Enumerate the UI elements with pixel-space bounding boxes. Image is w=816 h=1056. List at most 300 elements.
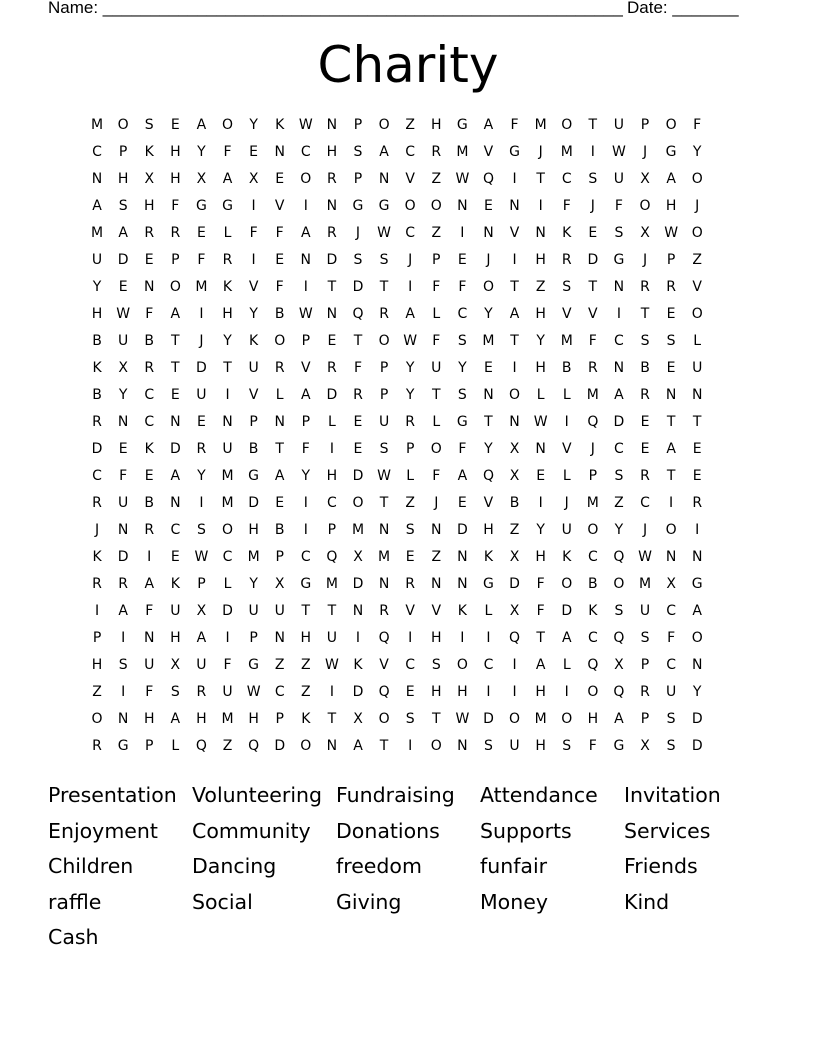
grid-letter: M xyxy=(560,144,573,160)
grid-letter: S xyxy=(562,279,572,295)
grid-letter: O xyxy=(691,225,703,241)
grid-letter: N xyxy=(143,630,155,646)
grid-letter: O xyxy=(456,657,468,673)
grid-letter: J xyxy=(94,522,100,538)
grid-letter: X xyxy=(248,171,259,187)
grid-letter: V xyxy=(588,306,598,322)
grid-letter: E xyxy=(353,441,363,457)
grid-letter: S xyxy=(144,117,154,133)
grid-letter: V xyxy=(405,171,415,187)
grid-letter: C xyxy=(92,144,102,160)
grid-letter: N xyxy=(378,522,390,538)
grid-letter: O xyxy=(352,495,364,511)
grid-letter: S xyxy=(118,657,128,673)
grid-letter: Q xyxy=(482,468,494,484)
grid-letter: Z xyxy=(274,657,285,673)
word-list-item: Volunteering xyxy=(192,783,323,807)
grid-row xyxy=(84,463,732,490)
grid-letter: F xyxy=(197,252,206,268)
grid-letter: U xyxy=(248,603,259,619)
grid-row xyxy=(84,517,732,544)
grid-letter: O xyxy=(378,711,390,727)
grid-letter: H xyxy=(248,711,259,727)
grid-letter: Y xyxy=(223,333,232,349)
grid-letter: W xyxy=(455,711,470,727)
grid-letter: R xyxy=(144,522,155,538)
grid-letter: R xyxy=(405,414,416,430)
grid-letter: T xyxy=(327,603,337,619)
grid-letter: A xyxy=(274,468,285,484)
grid-letter: D xyxy=(169,441,181,457)
grid-letter: H xyxy=(535,549,546,565)
grid-letter: O xyxy=(300,738,312,754)
grid-letter: X xyxy=(118,360,128,376)
grid-letter: G xyxy=(456,414,468,430)
grid-letter: O xyxy=(430,738,442,754)
grid-letter: F xyxy=(510,117,519,133)
grid-letter: E xyxy=(588,225,598,241)
grid-letter: K xyxy=(562,225,572,241)
page-title: Charity xyxy=(317,36,499,94)
grid-letter: I xyxy=(147,549,152,565)
grid-letter: L xyxy=(432,306,441,322)
grid-letter: F xyxy=(223,144,232,160)
grid-letter: V xyxy=(483,144,494,160)
grid-letter: K xyxy=(301,711,311,727)
grid-letter: O xyxy=(482,279,494,295)
grid-letter: Q xyxy=(613,684,625,700)
grid-letter: M xyxy=(560,333,573,349)
grid-letter: C xyxy=(405,225,416,241)
grid-row xyxy=(84,571,732,598)
grid-letter: K xyxy=(562,549,572,565)
grid-letter: O xyxy=(587,684,599,700)
grid-letter: S xyxy=(457,333,467,349)
grid-letter: Y xyxy=(92,279,102,295)
grid-letter: M xyxy=(586,387,599,403)
grid-letter: D xyxy=(561,603,573,619)
grid-letter: T xyxy=(431,711,441,727)
grid-letter: B xyxy=(144,333,155,349)
grid-letter: D xyxy=(248,495,259,511)
grid-letter: G xyxy=(509,144,520,160)
grid-letter: F xyxy=(275,279,284,295)
grid-letter: F xyxy=(145,603,154,619)
grid-letter: F xyxy=(119,468,128,484)
grid-letter: R xyxy=(92,738,102,754)
grid-letter: N xyxy=(378,171,390,187)
word-list-item: Donations xyxy=(336,818,440,843)
grid-letter: Y xyxy=(536,522,545,538)
grid-letter: L xyxy=(562,657,571,673)
grid-letter: I xyxy=(460,630,465,646)
word-list-item: funfair xyxy=(480,854,548,878)
grid-letter: L xyxy=(275,387,284,403)
grid-letter: X xyxy=(509,441,520,457)
grid-letter: T xyxy=(301,603,311,619)
grid-letter: R xyxy=(196,684,207,700)
grid-letter: X xyxy=(170,657,181,673)
grid-letter: S xyxy=(666,711,676,727)
word-list-item: Social xyxy=(192,889,253,914)
grid-letter: N xyxy=(457,549,468,565)
grid-letter: P xyxy=(353,117,363,133)
grid-letter: N xyxy=(509,414,520,430)
grid-letter: C xyxy=(222,549,233,565)
grid-letter: K xyxy=(170,576,180,592)
grid-letter: I xyxy=(355,630,361,646)
grid-letter: S xyxy=(196,522,206,538)
grid-letter: N xyxy=(117,711,129,727)
word-list-item: Children xyxy=(48,854,134,878)
grid-letter: E xyxy=(327,333,337,349)
grid-letter: V xyxy=(248,387,259,403)
grid-letter: S xyxy=(614,225,624,241)
grid-letter: K xyxy=(222,279,233,295)
grid-letter: G xyxy=(117,738,129,754)
grid-letter: E xyxy=(405,549,415,565)
grid-letter: A xyxy=(301,387,311,403)
grid-letter: X xyxy=(640,738,650,754)
word-list-item: Kind xyxy=(624,889,670,914)
grid-letter: Y xyxy=(484,306,493,322)
grid-letter: B xyxy=(509,495,520,511)
grid-letter: N xyxy=(326,306,338,322)
grid-letter: K xyxy=(457,603,467,619)
date-line: Date: _______ xyxy=(627,0,739,17)
grid-letter: K xyxy=(275,117,285,133)
grid-letter: M xyxy=(534,711,547,727)
grid-letter: N xyxy=(91,171,103,187)
grid-letter: V xyxy=(692,279,702,295)
grid-letter: O xyxy=(561,711,573,727)
grid-letter: Q xyxy=(352,306,364,322)
grid-letter: J xyxy=(408,252,413,268)
grid-letter: Z xyxy=(431,171,442,187)
grid-letter: G xyxy=(378,198,390,214)
grid-letter: Q xyxy=(378,684,390,700)
grid-row xyxy=(84,436,732,463)
grid-letter: L xyxy=(562,387,571,403)
grid-letter: E xyxy=(666,306,676,322)
grid-letter: A xyxy=(92,198,102,214)
grid-letter: D xyxy=(326,387,338,403)
grid-letter: M xyxy=(456,144,469,160)
grid-letter: Y xyxy=(249,576,258,592)
grid-letter: Y xyxy=(301,468,311,484)
grid-letter: P xyxy=(588,468,598,484)
grid-letter: A xyxy=(301,225,311,241)
grid-letter: J xyxy=(564,495,569,511)
grid-letter: H xyxy=(587,711,599,727)
grid-letter: R xyxy=(666,279,676,295)
grid-letter: N xyxy=(691,657,703,673)
grid-letter: U xyxy=(509,738,520,754)
grid-letter: A xyxy=(196,117,207,133)
grid-letter: C xyxy=(561,171,572,187)
grid-letter: N xyxy=(665,549,677,565)
grid-letter: Q xyxy=(195,738,207,754)
grid-letter: H xyxy=(535,360,546,376)
grid-letter: A xyxy=(144,576,155,592)
grid-row xyxy=(84,193,732,220)
grid-letter: N xyxy=(274,144,285,160)
grid-letter: M xyxy=(247,549,260,565)
grid-letter: X xyxy=(353,549,363,565)
grid-letter: R xyxy=(144,225,155,241)
grid-letter: Y xyxy=(692,144,702,160)
grid-letter: T xyxy=(510,279,519,295)
grid-letter: S xyxy=(379,441,389,457)
grid-letter: G xyxy=(613,252,625,268)
grid-letter: D xyxy=(91,441,103,457)
grid-letter: I xyxy=(512,360,517,376)
grid-letter: M xyxy=(221,711,234,727)
grid-letter: J xyxy=(355,225,361,241)
grid-letter: A xyxy=(509,306,520,322)
grid-letter: R xyxy=(640,279,650,295)
grid-letter: L xyxy=(223,225,232,241)
grid-letter: C xyxy=(144,387,155,403)
grid-letter: D xyxy=(117,252,129,268)
grid-letter: S xyxy=(614,468,624,484)
grid-letter: F xyxy=(353,360,363,376)
grid-letter: O xyxy=(509,711,521,727)
grid-letter: O xyxy=(639,198,651,214)
grid-letter: I xyxy=(564,684,569,700)
word-list-item: raffle xyxy=(48,889,102,914)
grid-letter: H xyxy=(665,198,677,214)
grid-letter: E xyxy=(640,441,650,457)
grid-letter: G xyxy=(352,198,364,214)
grid-letter: A xyxy=(353,738,363,754)
grid-letter: K xyxy=(353,657,363,673)
grid-letter: I xyxy=(616,306,621,322)
grid-letter: E xyxy=(144,252,154,268)
grid-letter: N xyxy=(117,522,129,538)
grid-letter: H xyxy=(483,522,494,538)
grid-letter: R xyxy=(327,225,337,241)
grid-letter: E xyxy=(249,144,259,160)
word-list-item: Giving xyxy=(336,889,402,914)
grid-letter: Z xyxy=(222,738,233,754)
grid-letter: O xyxy=(665,522,677,538)
word-list-item: Services xyxy=(624,818,711,843)
grid-letter: B xyxy=(640,360,650,376)
grid-letter: R xyxy=(222,252,233,268)
grid-letter: Z xyxy=(301,657,311,673)
grid-letter: U xyxy=(326,630,338,646)
grid-letter: O xyxy=(117,117,129,133)
grid-row xyxy=(84,598,732,625)
grid-letter: P xyxy=(249,414,258,430)
grid-letter: L xyxy=(327,414,336,430)
grid-letter: H xyxy=(170,144,181,160)
grid-letter: F xyxy=(562,198,571,214)
grid-letter: W xyxy=(194,549,209,565)
grid-letter: I xyxy=(199,306,204,322)
grid-letter: C xyxy=(327,495,337,511)
grid-letter: O xyxy=(509,387,521,403)
grid-letter: X xyxy=(274,576,285,592)
grid-letter: X xyxy=(353,711,363,727)
grid-letter: C xyxy=(483,657,494,673)
grid-letter: T xyxy=(223,360,232,376)
grid-letter: M xyxy=(378,549,391,565)
grid-letter: A xyxy=(457,468,468,484)
grid-letter: I xyxy=(486,630,491,646)
grid-letter: H xyxy=(170,630,181,646)
grid-letter: J xyxy=(695,198,700,214)
grid-row xyxy=(84,112,732,139)
grid-letter: U xyxy=(118,495,129,511)
grid-letter: G xyxy=(613,738,625,754)
grid-letter: E xyxy=(196,225,206,241)
grid-letter: D xyxy=(587,252,599,268)
grid-letter: L xyxy=(432,414,441,430)
grid-letter: S xyxy=(562,738,572,754)
grid-letter: V xyxy=(483,495,494,511)
grid-letter: N xyxy=(378,576,390,592)
grid-letter: O xyxy=(587,522,599,538)
grid-letter: O xyxy=(378,117,390,133)
grid-letter: I xyxy=(251,198,256,214)
grid-letter: E xyxy=(275,252,285,268)
grid-letter: H xyxy=(91,306,103,322)
grid-letter: H xyxy=(431,630,442,646)
grid-letter: I xyxy=(225,630,230,646)
grid-letter: C xyxy=(300,549,311,565)
word-list-item: Enjoyment xyxy=(48,818,158,843)
grid-letter: G xyxy=(456,117,468,133)
word-list-item: Community xyxy=(192,818,311,843)
grid-letter: B xyxy=(274,522,285,538)
grid-letter: R xyxy=(170,225,181,241)
grid-letter: S xyxy=(170,684,180,700)
grid-letter: U xyxy=(613,171,625,187)
grid-letter: O xyxy=(691,630,703,646)
grid-letter: A xyxy=(379,144,389,160)
grid-row xyxy=(84,652,732,679)
grid-letter: U xyxy=(613,117,625,133)
grid-letter: R xyxy=(640,387,650,403)
grid-letter: Z xyxy=(301,684,311,700)
grid-letter: A xyxy=(692,603,702,619)
grid-letter: R xyxy=(92,414,102,430)
grid-letter: I xyxy=(512,252,517,268)
grid-letter: N xyxy=(431,522,442,538)
grid-letter: D xyxy=(352,279,364,295)
grid-letter: H xyxy=(535,684,546,700)
grid-letter: E xyxy=(170,387,180,403)
grid-letter: E xyxy=(275,495,285,511)
grid-letter: H xyxy=(326,144,338,160)
grid-letter: L xyxy=(693,333,702,349)
grid-letter: M xyxy=(325,576,338,592)
grid-letter: C xyxy=(614,333,624,349)
grid-letter: F xyxy=(145,684,154,700)
grid-letter: P xyxy=(275,711,284,727)
grid-letter: T xyxy=(379,738,389,754)
grid-letter: A xyxy=(483,117,494,133)
grid-letter: N xyxy=(117,414,129,430)
grid-letter: Q xyxy=(482,171,494,187)
grid-letter: T xyxy=(431,387,441,403)
grid-letter: U xyxy=(431,360,442,376)
grid-letter: W xyxy=(533,414,548,430)
grid-letter: R xyxy=(561,252,572,268)
grid-letter: I xyxy=(512,657,517,673)
grid-letter: O xyxy=(91,711,103,727)
grid-letter: I xyxy=(199,495,204,511)
grid-letter: O xyxy=(222,117,234,133)
grid-letter: T xyxy=(171,333,180,349)
grid-letter: U xyxy=(378,414,390,430)
grid-letter: V xyxy=(301,360,311,376)
grid-letter: A xyxy=(118,603,128,619)
grid-letter: J xyxy=(642,252,648,268)
grid-letter: I xyxy=(408,738,413,754)
grid-letter: S xyxy=(588,171,598,187)
grid-letter: T xyxy=(666,414,676,430)
grid-letter: J xyxy=(486,252,491,268)
grid-letter: U xyxy=(222,441,233,457)
grid-letter: H xyxy=(170,171,181,187)
grid-letter: W xyxy=(377,225,391,241)
grid-letter: T xyxy=(327,711,337,727)
grid-letter: S xyxy=(640,630,650,646)
grid-letter: T xyxy=(275,441,284,457)
word-search-grid xyxy=(84,112,732,760)
grid-letter: P xyxy=(666,252,676,268)
grid-letter: K xyxy=(144,441,154,457)
grid-letter: I xyxy=(512,171,517,187)
word-list-item: Supports xyxy=(480,818,572,843)
grid-letter: I xyxy=(329,441,334,457)
grid-letter: I xyxy=(303,522,308,538)
grid-letter: Q xyxy=(509,630,521,646)
grid-letter: A xyxy=(170,711,181,727)
grid-letter: M xyxy=(91,225,104,241)
grid-letter: D xyxy=(456,522,468,538)
grid-letter: H xyxy=(248,522,259,538)
grid-letter: A xyxy=(170,306,181,322)
grid-letter: D xyxy=(691,711,703,727)
grid-row xyxy=(84,328,732,355)
grid-letter: C xyxy=(640,495,650,511)
grid-letter: A xyxy=(666,441,676,457)
grid-row xyxy=(84,733,732,760)
grid-letter: R xyxy=(92,495,102,511)
grid-letter: P xyxy=(145,738,154,754)
grid-letter: J xyxy=(642,144,648,160)
grid-letter: W xyxy=(298,117,313,133)
grid-letter: V xyxy=(509,225,520,241)
grid-letter: N xyxy=(613,360,625,376)
grid-letter: B xyxy=(92,333,102,349)
grid-letter: O xyxy=(691,171,703,187)
grid-letter: W xyxy=(664,225,679,241)
grid-letter: C xyxy=(457,306,468,322)
grid-letter: W xyxy=(116,306,131,322)
grid-letter: L xyxy=(536,387,545,403)
grid-letter: U xyxy=(144,657,155,673)
grid-letter: Q xyxy=(326,549,338,565)
grid-letter: H xyxy=(143,198,155,214)
grid-letter: H xyxy=(535,738,546,754)
grid-letter: P xyxy=(249,630,258,646)
grid-letter: M xyxy=(195,279,208,295)
